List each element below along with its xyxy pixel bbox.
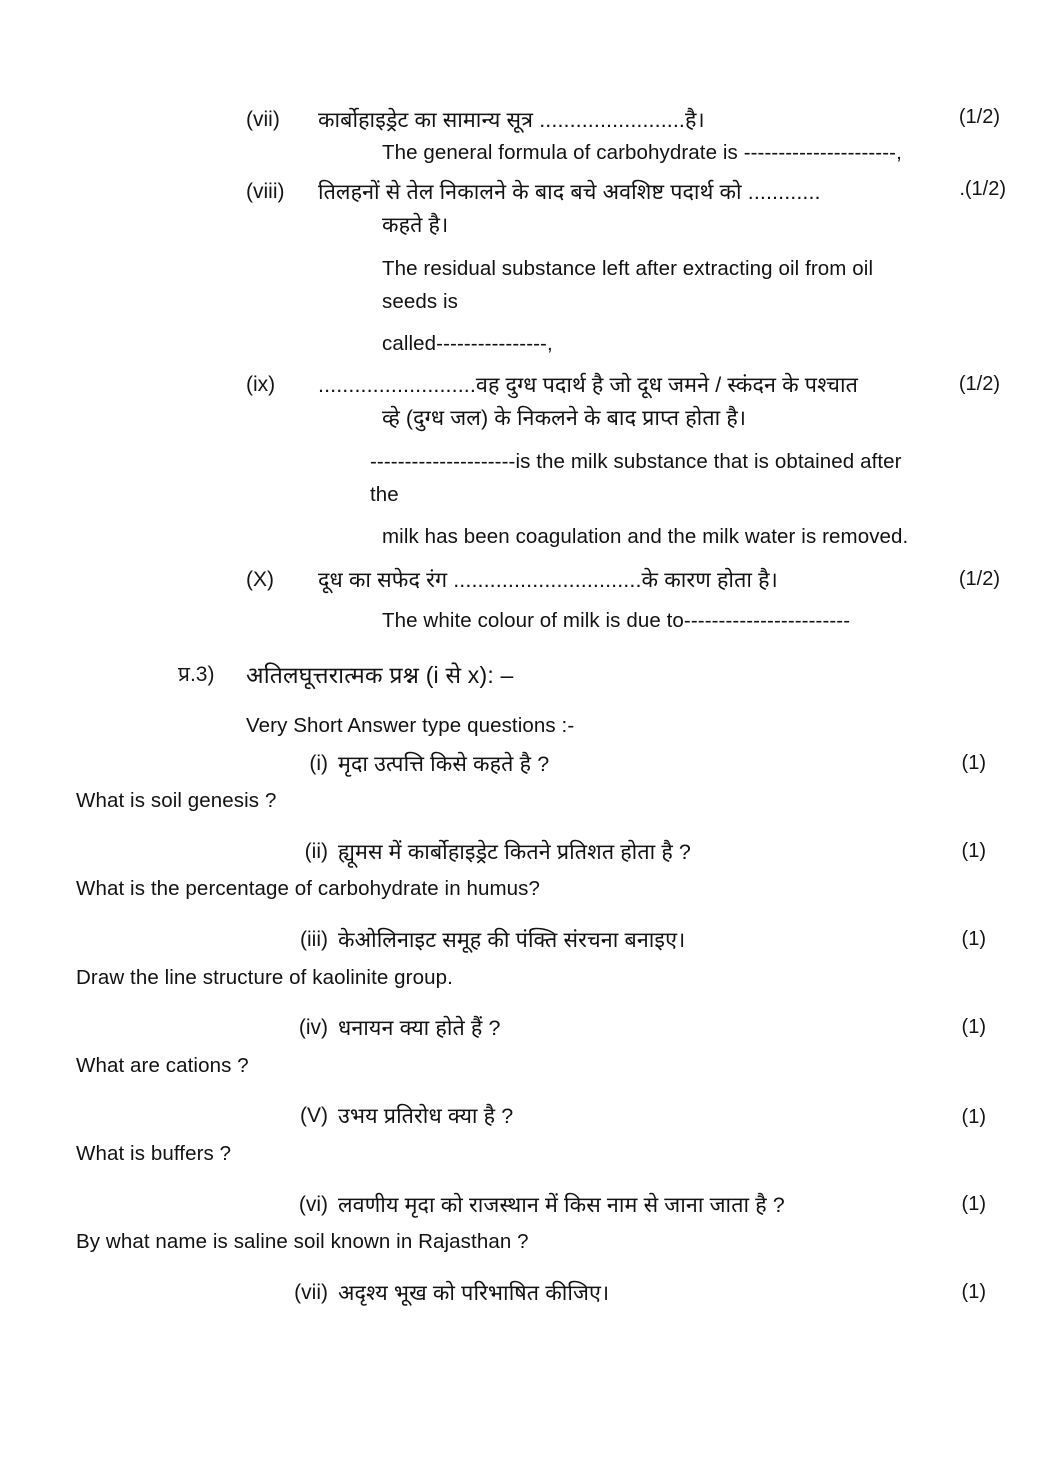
question-marks: .(1/2) [959, 178, 1006, 201]
question-item [0, 836, 1044, 906]
question-marks: (1) [961, 1016, 986, 1039]
question-number: (iii) [300, 928, 328, 952]
fill-in-blanks-list [0, 104, 1044, 644]
question-item [0, 104, 1044, 170]
question-marks: (1) [961, 1280, 986, 1303]
question-text-english: What are cations ? [76, 1053, 249, 1077]
question-number: (viii) [246, 180, 285, 204]
question-marks: (1) [961, 1192, 986, 1215]
question-number: (iv) [298, 1016, 328, 1040]
question-number: (vi) [298, 1192, 328, 1216]
question-text-hindi-continued: कहते है। [382, 213, 449, 238]
question-marks: (1) [961, 840, 986, 863]
question-text-english: Draw the line structure of kaolinite group. [76, 965, 453, 989]
question-number: (i) [309, 752, 328, 775]
question-text-english: What is buffers ? [76, 1141, 232, 1165]
question-item [0, 924, 1044, 994]
question-marks: (1/2) [958, 568, 1000, 591]
question-number: (ix) [246, 373, 276, 397]
question-text-english: What is the percentage of carbohydrate in humus? [76, 877, 541, 901]
question-item [0, 369, 1044, 554]
question-item [0, 1189, 1044, 1259]
question-text-english-continued: called----------------, [382, 332, 553, 356]
question-text-hindi: ह्यूमस में कार्बोहाइड्रेट कितने प्रतिशत होता है ? [338, 840, 691, 865]
question-number: (V) [300, 1104, 328, 1128]
question-number: (X) [246, 568, 274, 592]
question-text-hindi: उभय प्रतिरोध क्या है ? [338, 1104, 514, 1129]
question-marks: (1/2) [958, 106, 1000, 128]
question-text-english: By what name is saline soil known in Rajasthan ? [76, 1229, 529, 1253]
short-answer-question-list [0, 748, 1044, 1320]
question-text-hindi: केओलिनाइट समूह की पंक्ति संरचना बनाइए। [338, 928, 686, 953]
question-text-hindi: ..........................वह दुग्ध पदार्थ है जो दूध जमने / स्कंदन के पश्चात [318, 373, 858, 398]
question-item [0, 1100, 1044, 1170]
question-text-hindi: धनायन क्या होते हैं ? [338, 1016, 501, 1041]
question-text-english: ---------------------is the milk substance that is obtained after the [370, 449, 902, 506]
question-item [0, 1012, 1044, 1082]
section-number: प्र.3) [178, 663, 215, 686]
question-text-hindi: दूध का सफेद रंग ...............................के कारण होता है। [318, 568, 778, 593]
question-text-english: The white colour of milk is due to------------------------ [382, 609, 851, 633]
question-text-english: The residual substance left after extracting oil from oil seeds is [382, 256, 874, 313]
question-item [0, 176, 1044, 361]
question-text-hindi-continued: व्हे (दुग्ध जल) के निकलने के बाद प्राप्त होता है। [382, 406, 747, 431]
question-item [0, 748, 1044, 818]
question-number: (vii) [246, 108, 280, 131]
question-text-hindi: अदृश्य भूख को परिभाषित कीजिए। [338, 1280, 610, 1305]
section-title-english: Very Short Answer type questions :- [246, 714, 575, 737]
question-item [0, 564, 1044, 638]
question-text-hindi: लवणीय मृदा को राजस्थान में किस नाम से जाना जाता है ? [338, 1192, 785, 1217]
question-text-english: What is soil genesis ? [76, 789, 277, 813]
question-text-hindi: कार्बोहाइड्रेट का सामान्य सूत्र ........................है। [318, 108, 705, 132]
question-text-hindi: मृदा उत्पत्ति किसे कहते है ? [338, 752, 550, 776]
question-marks: (1) [961, 752, 986, 774]
question-marks: (1/2) [958, 373, 1000, 396]
question-number: (vii) [294, 1280, 328, 1304]
question-item [0, 1277, 1044, 1310]
question-marks: (1) [961, 928, 986, 951]
question-text-english: The general formula of carbohydrate is ----------------------, [382, 141, 902, 165]
question-text-english-continued: milk has been coagulation and the milk water is removed. [382, 525, 909, 549]
question-marks: (1) [961, 1106, 986, 1129]
question-text-hindi: तिलहनों से तेल निकालने के बाद बचे अवशिष्ट पदार्थ को ............ [318, 180, 821, 205]
section-title-hindi: अतिलघूत्तरात्मक प्रश्न (i से x): – [246, 662, 514, 688]
question-number: (ii) [304, 840, 328, 864]
